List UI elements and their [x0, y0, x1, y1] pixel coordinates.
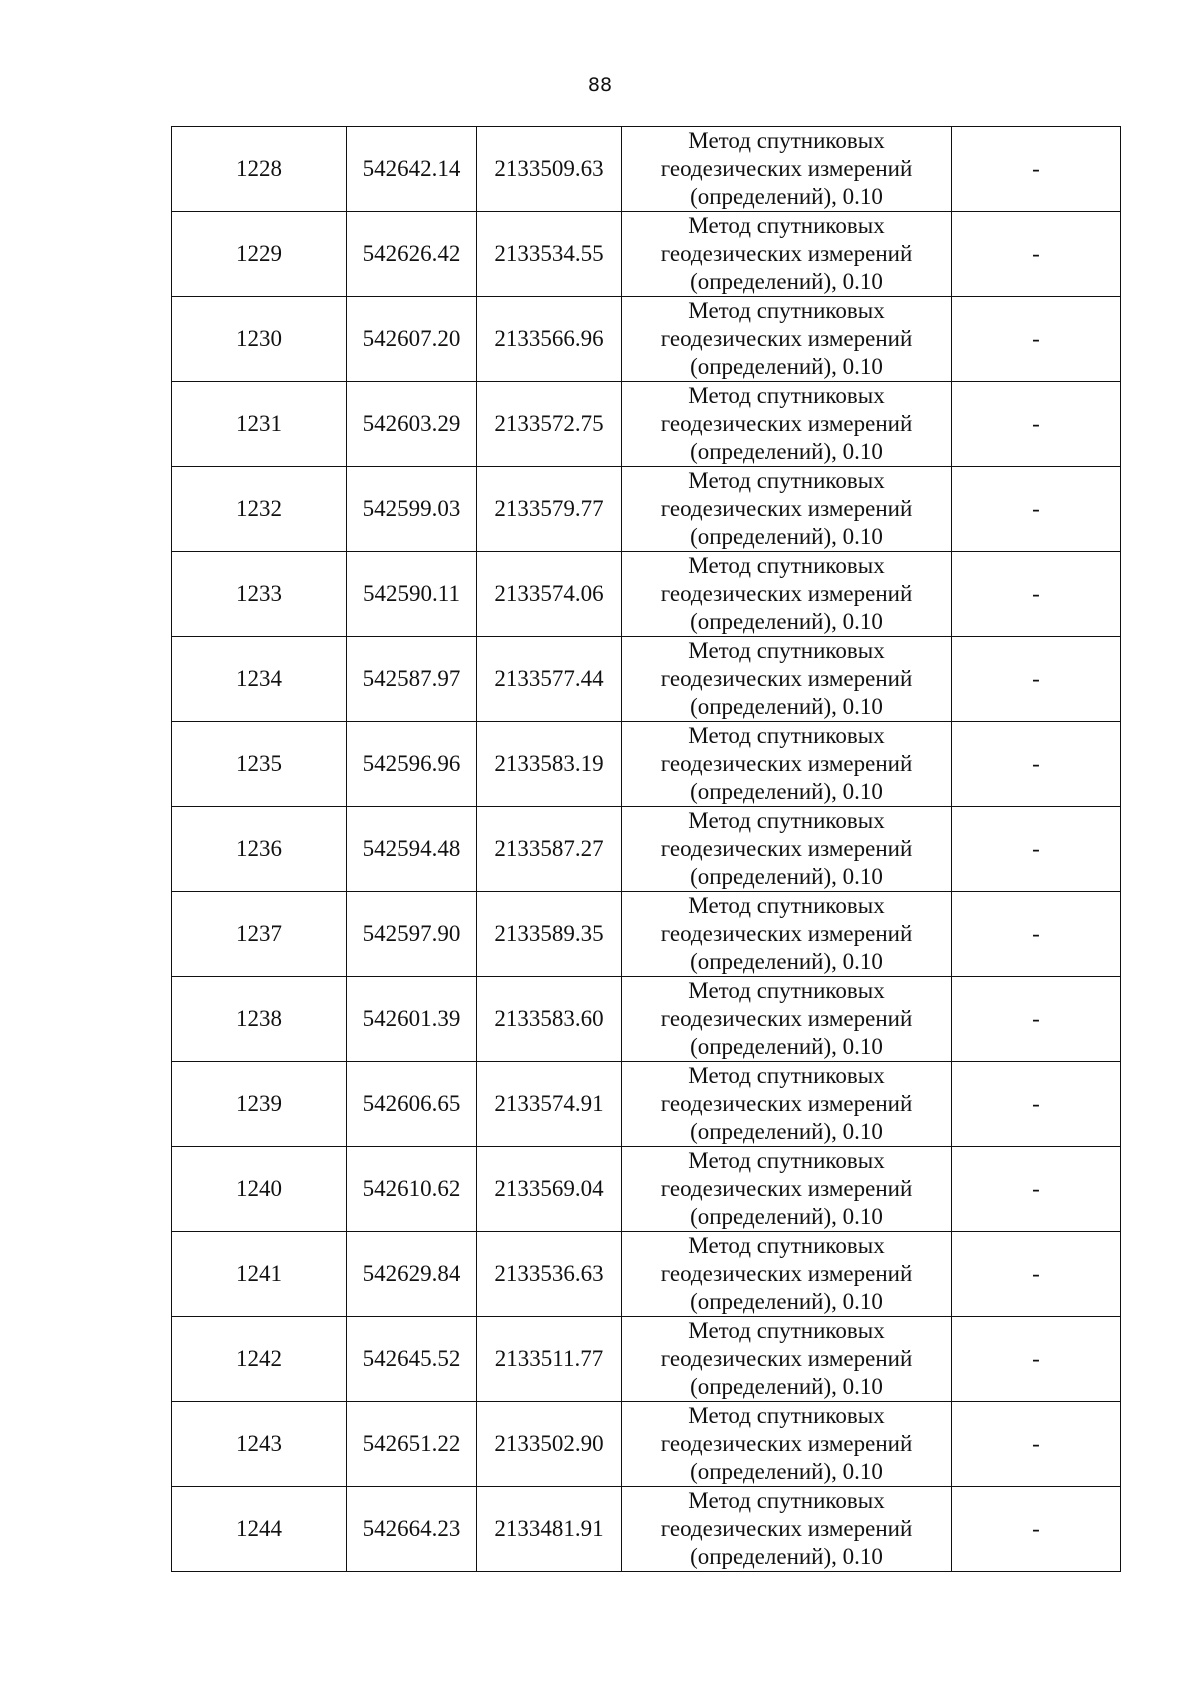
- method-line: (определений), 0.10: [690, 949, 883, 974]
- method-cell: [622, 297, 952, 382]
- table-row: [172, 722, 1121, 807]
- x-coordinate-cell: 542603.29: [347, 382, 477, 467]
- note-cell: -: [952, 892, 1121, 977]
- method-line: геодезических измерений: [660, 921, 913, 946]
- method-line: Метод спутниковых: [688, 893, 885, 918]
- y-coordinate-cell: 2133583.60: [477, 977, 622, 1062]
- table-row: [172, 807, 1121, 892]
- method-line: (определений), 0.10: [690, 1204, 883, 1229]
- point-number-cell: 1237: [172, 892, 347, 977]
- table-row: [172, 212, 1121, 297]
- method-line: (определений), 0.10: [690, 524, 883, 549]
- method-line: (определений), 0.10: [690, 779, 883, 804]
- point-number-cell: 1230: [172, 297, 347, 382]
- method-line: Метод спутниковых: [688, 1148, 885, 1173]
- method-line: (определений), 0.10: [690, 1119, 883, 1144]
- point-number-cell: 1236: [172, 807, 347, 892]
- point-number-cell: 1229: [172, 212, 347, 297]
- note-cell: -: [952, 637, 1121, 722]
- method-line: Метод спутниковых: [688, 978, 885, 1003]
- method-line: геодезических измерений: [660, 496, 913, 521]
- x-coordinate-cell: 542629.84: [347, 1232, 477, 1317]
- method-line: геодезических измерений: [660, 1346, 913, 1371]
- note-cell: -: [952, 1062, 1121, 1147]
- method-line: геодезических измерений: [660, 156, 913, 181]
- point-number-cell: 1244: [172, 1487, 347, 1572]
- method-line: Метод спутниковых: [688, 298, 885, 323]
- method-line: Метод спутниковых: [688, 808, 885, 833]
- method-line: (определений), 0.10: [690, 1034, 883, 1059]
- method-line: геодезических измерений: [660, 1176, 913, 1201]
- method-cell: [622, 127, 952, 212]
- note-cell: -: [952, 382, 1121, 467]
- note-cell: -: [952, 722, 1121, 807]
- method-cell: [622, 977, 952, 1062]
- y-coordinate-cell: 2133511.77: [477, 1317, 622, 1402]
- point-number-cell: 1233: [172, 552, 347, 637]
- note-cell: -: [952, 1147, 1121, 1232]
- note-cell: -: [952, 1232, 1121, 1317]
- method-line: (определений), 0.10: [690, 1459, 883, 1484]
- y-coordinate-cell: 2133569.04: [477, 1147, 622, 1232]
- x-coordinate-cell: 542587.97: [347, 637, 477, 722]
- method-line: геодезических измерений: [660, 666, 913, 691]
- table-row: [172, 977, 1121, 1062]
- x-coordinate-cell: 542651.22: [347, 1402, 477, 1487]
- page-number: 88: [587, 74, 613, 96]
- x-coordinate-cell: 542599.03: [347, 467, 477, 552]
- point-number-cell: 1239: [172, 1062, 347, 1147]
- method-line: (определений), 0.10: [690, 1374, 883, 1399]
- method-cell: [622, 1402, 952, 1487]
- y-coordinate-cell: 2133481.91: [477, 1487, 622, 1572]
- y-coordinate-cell: 2133589.35: [477, 892, 622, 977]
- table-row: [172, 892, 1121, 977]
- method-line: Метод спутниковых: [688, 468, 885, 493]
- x-coordinate-cell: 542642.14: [347, 127, 477, 212]
- method-line: геодезических измерений: [660, 411, 913, 436]
- method-line: (определений), 0.10: [690, 609, 883, 634]
- method-cell: [622, 1232, 952, 1317]
- x-coordinate-cell: 542597.90: [347, 892, 477, 977]
- table-row: [172, 1062, 1121, 1147]
- method-cell: [622, 1317, 952, 1402]
- note-cell: -: [952, 552, 1121, 637]
- y-coordinate-cell: 2133587.27: [477, 807, 622, 892]
- table-row: [172, 1402, 1121, 1487]
- point-number-cell: 1238: [172, 977, 347, 1062]
- method-line: геодезических измерений: [660, 1261, 913, 1286]
- table-row: [172, 1232, 1121, 1317]
- method-line: Метод спутниковых: [688, 1063, 885, 1088]
- method-line: геодезических измерений: [660, 241, 913, 266]
- x-coordinate-cell: 542664.23: [347, 1487, 477, 1572]
- note-cell: -: [952, 1402, 1121, 1487]
- method-line: геодезических измерений: [660, 836, 913, 861]
- method-line: (определений), 0.10: [690, 354, 883, 379]
- table-row: [172, 1487, 1121, 1572]
- point-number-cell: 1228: [172, 127, 347, 212]
- method-line: Метод спутниковых: [688, 1403, 885, 1428]
- method-cell: [622, 637, 952, 722]
- coordinates-table: [171, 126, 1121, 1572]
- method-line: (определений), 0.10: [690, 864, 883, 889]
- y-coordinate-cell: 2133566.96: [477, 297, 622, 382]
- table-row: [172, 382, 1121, 467]
- point-number-cell: 1231: [172, 382, 347, 467]
- x-coordinate-cell: 542607.20: [347, 297, 477, 382]
- method-line: Метод спутниковых: [688, 1318, 885, 1343]
- note-cell: -: [952, 127, 1121, 212]
- method-line: геодезических измерений: [660, 751, 913, 776]
- note-cell: -: [952, 977, 1121, 1062]
- method-line: Метод спутниковых: [688, 383, 885, 408]
- method-line: (определений), 0.10: [690, 1289, 883, 1314]
- note-cell: -: [952, 212, 1121, 297]
- point-number-cell: 1240: [172, 1147, 347, 1232]
- x-coordinate-cell: 542645.52: [347, 1317, 477, 1402]
- method-line: Метод спутниковых: [688, 1233, 885, 1258]
- point-number-cell: 1241: [172, 1232, 347, 1317]
- method-cell: [622, 807, 952, 892]
- method-cell: [622, 892, 952, 977]
- method-cell: [622, 1487, 952, 1572]
- table-row: [172, 297, 1121, 382]
- y-coordinate-cell: 2133574.06: [477, 552, 622, 637]
- method-line: геодезических измерений: [660, 1431, 913, 1456]
- x-coordinate-cell: 542594.48: [347, 807, 477, 892]
- y-coordinate-cell: 2133583.19: [477, 722, 622, 807]
- point-number-cell: 1234: [172, 637, 347, 722]
- method-line: геодезических измерений: [660, 1006, 913, 1031]
- method-cell: [622, 722, 952, 807]
- table-row: [172, 1317, 1121, 1402]
- method-line: (определений), 0.10: [690, 184, 883, 209]
- method-cell: [622, 1147, 952, 1232]
- point-number-cell: 1243: [172, 1402, 347, 1487]
- y-coordinate-cell: 2133502.90: [477, 1402, 622, 1487]
- x-coordinate-cell: 542626.42: [347, 212, 477, 297]
- method-line: Метод спутниковых: [688, 553, 885, 578]
- y-coordinate-cell: 2133572.75: [477, 382, 622, 467]
- method-line: Метод спутниковых: [688, 213, 885, 238]
- y-coordinate-cell: 2133574.91: [477, 1062, 622, 1147]
- y-coordinate-cell: 2133579.77: [477, 467, 622, 552]
- method-line: геодезических измерений: [660, 581, 913, 606]
- method-line: геодезических измерений: [660, 326, 913, 351]
- note-cell: -: [952, 1487, 1121, 1572]
- point-number-cell: 1232: [172, 467, 347, 552]
- method-line: (определений), 0.10: [690, 1544, 883, 1569]
- method-line: (определений), 0.10: [690, 269, 883, 294]
- method-cell: [622, 212, 952, 297]
- x-coordinate-cell: 542610.62: [347, 1147, 477, 1232]
- method-line: (определений), 0.10: [690, 694, 883, 719]
- note-cell: -: [952, 297, 1121, 382]
- note-cell: -: [952, 467, 1121, 552]
- x-coordinate-cell: 542596.96: [347, 722, 477, 807]
- method-line: Метод спутниковых: [688, 128, 885, 153]
- table-row: [172, 127, 1121, 212]
- method-line: (определений), 0.10: [690, 439, 883, 464]
- table-row: [172, 467, 1121, 552]
- method-cell: [622, 382, 952, 467]
- method-line: Метод спутниковых: [688, 638, 885, 663]
- y-coordinate-cell: 2133509.63: [477, 127, 622, 212]
- point-number-cell: 1235: [172, 722, 347, 807]
- method-cell: [622, 467, 952, 552]
- y-coordinate-cell: 2133577.44: [477, 637, 622, 722]
- method-line: геодезических измерений: [660, 1091, 913, 1116]
- table-body: [172, 127, 1121, 1572]
- method-line: Метод спутниковых: [688, 1488, 885, 1513]
- y-coordinate-cell: 2133534.55: [477, 212, 622, 297]
- method-line: геодезических измерений: [660, 1516, 913, 1541]
- method-line: Метод спутниковых: [688, 723, 885, 748]
- x-coordinate-cell: 542601.39: [347, 977, 477, 1062]
- note-cell: -: [952, 807, 1121, 892]
- note-cell: -: [952, 1317, 1121, 1402]
- y-coordinate-cell: 2133536.63: [477, 1232, 622, 1317]
- method-cell: [622, 1062, 952, 1147]
- x-coordinate-cell: 542606.65: [347, 1062, 477, 1147]
- table-row: [172, 1147, 1121, 1232]
- method-cell: [622, 552, 952, 637]
- table-row: [172, 637, 1121, 722]
- table-row: [172, 552, 1121, 637]
- x-coordinate-cell: 542590.11: [347, 552, 477, 637]
- point-number-cell: 1242: [172, 1317, 347, 1402]
